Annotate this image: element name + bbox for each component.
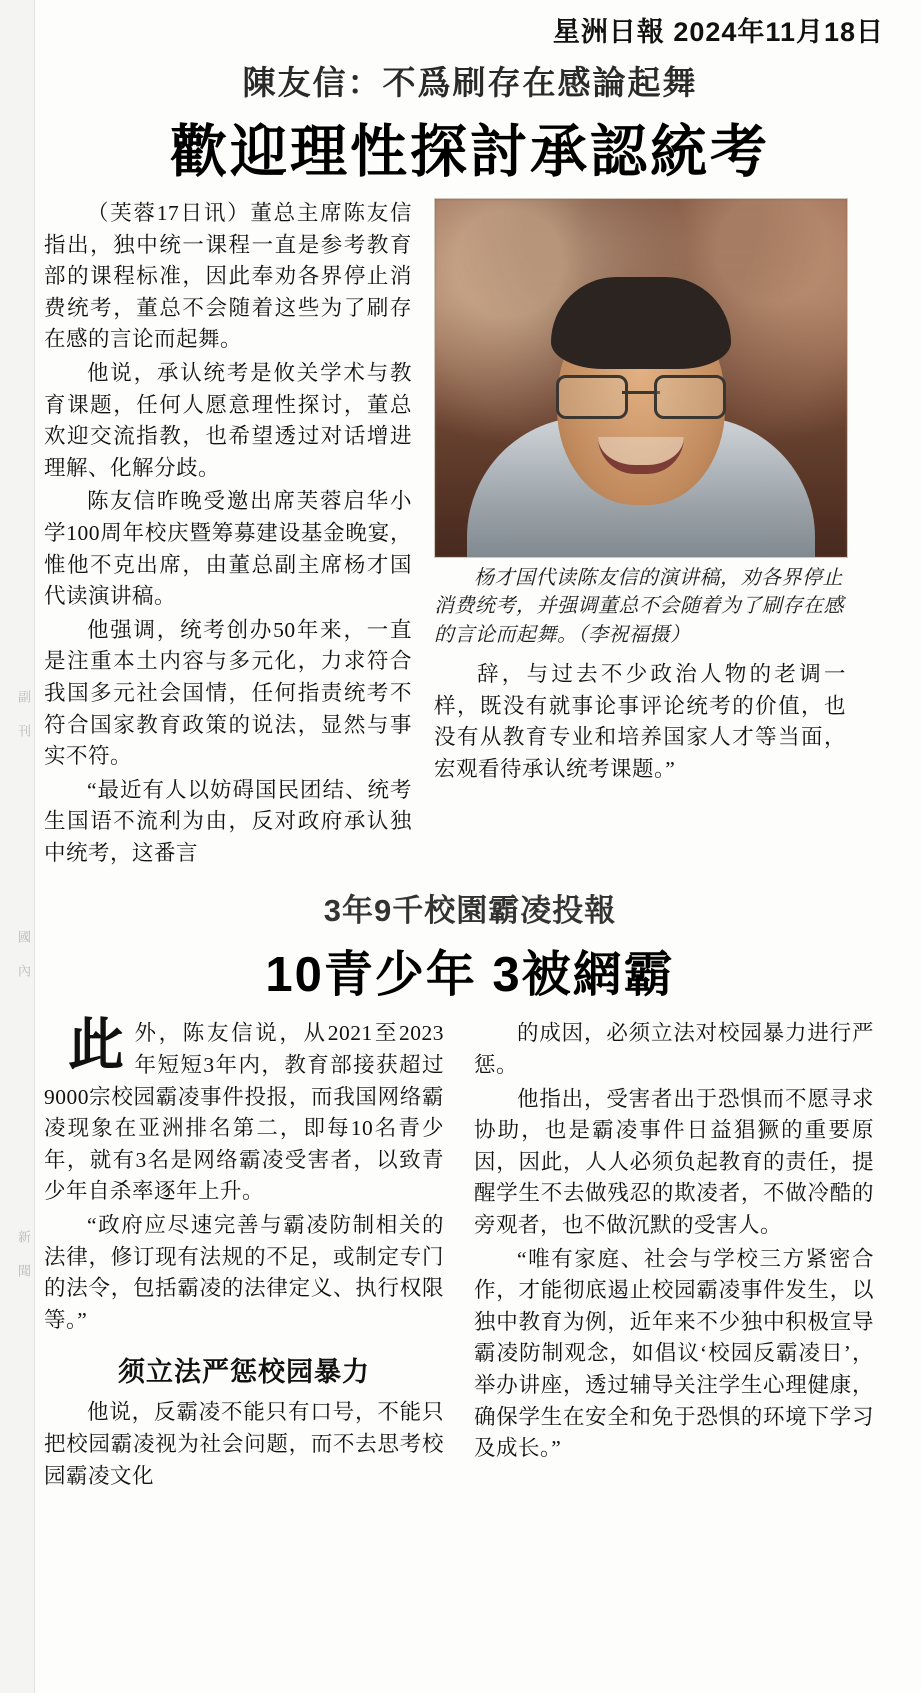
article2-column-left [44, 1015, 444, 1494]
photo-glasses [556, 375, 726, 415]
article1-paragraph: 陈友信昨晚受邀出席芙蓉启华小学100周年校庆暨筹募建设基金晚宴，惟他不克出席，由董总副主席杨才国代读演讲稿。 [44, 489, 412, 609]
page-content [44, 0, 896, 1693]
photo-hair [551, 277, 731, 369]
photo-glasses-lens-left [556, 375, 628, 419]
article1-photo-wrap [434, 198, 846, 558]
article2-columns [44, 1015, 896, 1494]
spine-text-b: 國 內 [16, 930, 31, 980]
article1-paragraph: 他说，承认统考是攸关学术与教育课题，任何人愿意理性探讨，董总欢迎交流指教，也希望透过对话增进理解、化解分歧。 [44, 360, 412, 480]
article-statutory-exam [44, 57, 896, 871]
article1-paragraph: 他强调，统考创办50年来，一直是注重本土内容与多元化，力求符合我国多元社会国情，任何指责统考不符合国家教育政策的说法，显然与事实不符。 [44, 617, 412, 769]
article2-dropcap: 此 [68, 1015, 125, 1078]
article1-columns [44, 198, 896, 871]
article1-paragraph: 辞，与过去不少政治人物的老调一样，既没有就事论事评论统考的价值，也没有从教育专业和培养国家人才等当面，宏观看待承认统考课题。” [434, 662, 846, 781]
article2-lead-text: 外，陈友信说，从2021至2023年短短3年内，教育部接获超过9000宗校园霸凌事件投报，而我国网络霸凌现象在亚洲排名第二，即每10名青少年，就有3名是网络霸凌受害者，以致青少年自杀率逐年上升。 [44, 1021, 444, 1204]
article2-paragraph: 的成因，必须立法对校园暴力进行严惩。 [474, 1021, 874, 1078]
page-spine [0, 0, 35, 1693]
article1-photo [434, 198, 848, 558]
spine-text-a: 副 刊 [16, 690, 31, 740]
masthead-date: 星洲日報 2024年11月18日 [552, 17, 884, 47]
article1-column-left [44, 198, 412, 871]
article2-lead-paragraph [44, 1015, 444, 1208]
spine-text-c: 新 聞 [16, 1230, 31, 1280]
article1-paragraph: （芙蓉17日讯）董总主席陈友信指出，独中统一课程一直是参考教育部的课程标准，因此奉劝各界停止消费统考，董总不会随着这些为了刷存在感的言论而起舞。 [44, 201, 412, 352]
article2-paragraph: 他指出，受害者出于恐惧而不愿寻求协助，也是霸凌事件日益猖獗的重要原因，因此，人人必须负起教育的责任，提醒学生不去做残忍的欺凌者，不做冷酷的旁观者，也不做沉默的受害人。 [474, 1086, 874, 1238]
article2-headline: 10青少年 3被網霸 [265, 948, 675, 1003]
article2-subhead: 须立法严惩校园暴力 [118, 1357, 370, 1388]
article1-column-right [434, 198, 846, 871]
article-school-bullying [44, 885, 896, 1494]
photo-glasses-lens-right [654, 375, 726, 419]
article2-paragraph: “唯有家庭、社会与学校三方紧密合作，才能彻底遏止校园霸凌事件发生，以独中教育为例，近年来不少独中积极宣导霸凌防制观念，如倡议‘校园反霸凌日’，举办讲座，透过辅导关注学生心理健康，确保学生在安全和免于恐惧的环境下学习及成长。” [474, 1246, 874, 1461]
article1-photo-caption: 杨才国代读陈友信的演讲稿，劝各界停止消费统考，并强调董总不会随着为了刷存在感的言论而起舞。（李祝福摄） [434, 567, 844, 646]
article1-paragraph: “最近有人以妨碍国民团结、统考生国语不流利为由，反对政府承认独中统考，这番言 [44, 777, 412, 865]
article2-paragraph: “政府应尽速完善与霸凌防制相关的法律，修订现有法规的不足，或制定专门的法令，包括霸凌的法律定义、执行权限等。” [44, 1213, 444, 1332]
article1-headline: 歡迎理性探討承認統考 [170, 120, 770, 184]
article1-kicker: 陳友信：不爲刷存在感論起舞 [242, 64, 698, 101]
article2-paragraph: 他说，反霸凌不能只有口号，不能只把校园霸凌视为社会问题，而不去思考校园霸凌文化 [44, 1400, 444, 1488]
article2-column-right [474, 1018, 874, 1494]
article2-kicker: 3年9千校園霸凌投報 [323, 893, 617, 929]
